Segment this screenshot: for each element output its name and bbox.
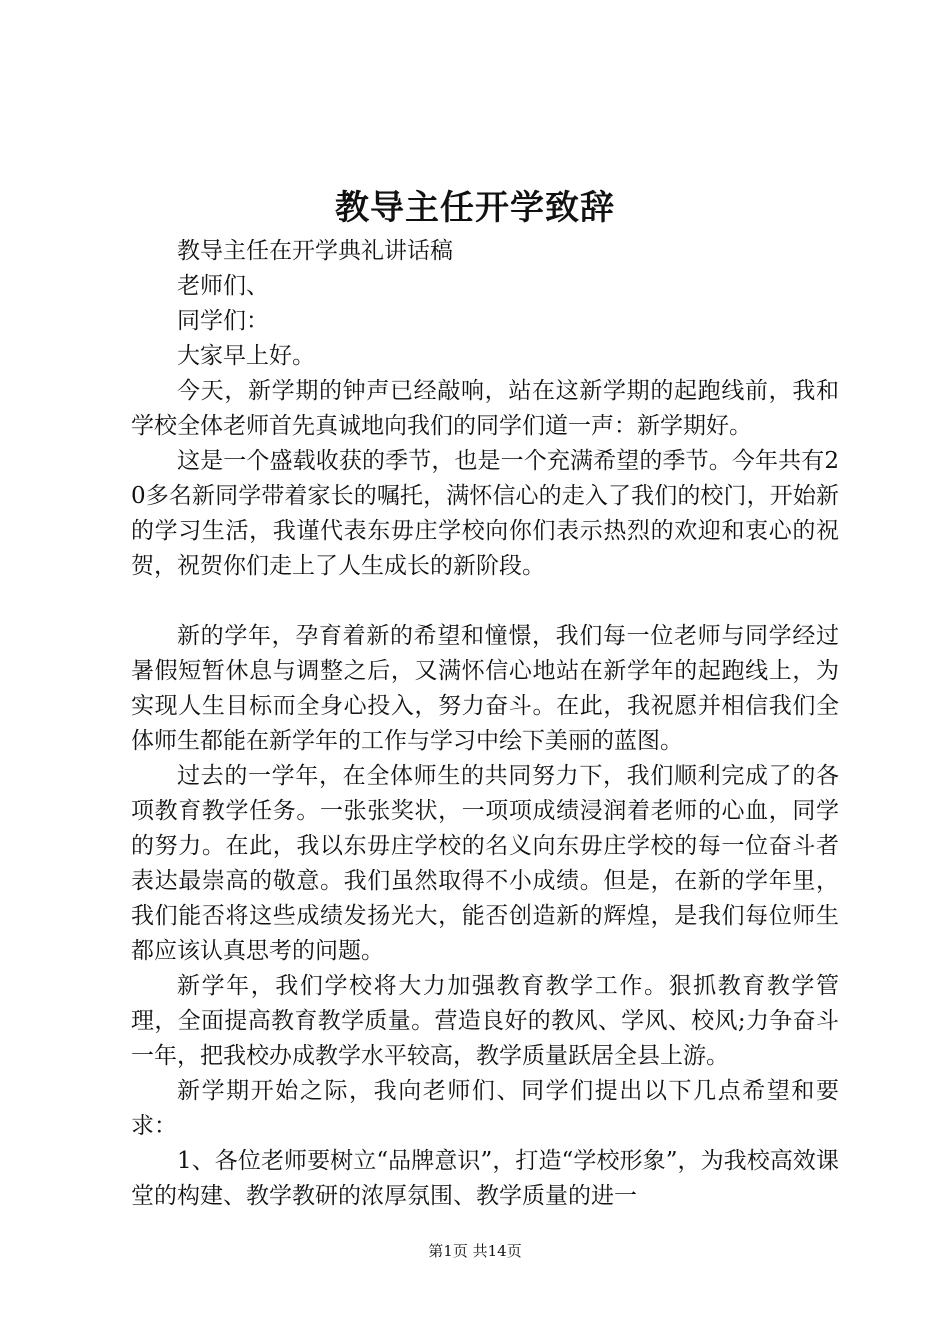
paragraph-body: 今天，新学期的钟声已经敲响，站在这新学期的起跑线前，我和学校全体老师首先真诚地向我们的同学们道一声：新学期好。 (131, 378, 839, 439)
document-body (131, 234, 839, 1214)
paragraph-body: 新学期开始之际，我向老师们、同学们提出以下几点希望和要求： (131, 1078, 839, 1139)
document-title: 教导主任开学致辞 (335, 188, 615, 228)
paragraph-list-item: 1、各位老师要树立“品牌意识”，打造“学校形象”，为我校高效课堂的构建、教学教研的浓厚氛围、教学质量的进一 (131, 1148, 839, 1209)
paragraph-salutation-students: 同学们： (177, 308, 269, 334)
page-number-footer: 第1页 共14页 (428, 1242, 522, 1260)
paragraph-salutation-teachers: 老师们、 (177, 273, 269, 299)
paragraph-greeting: 大家早上好。 (177, 343, 315, 369)
paragraph-body: 新学年，我们学校将大力加强教育教学工作。狠抓教育教学管理，全面提高教育教学质量。营造良好的教风、学风、校风;力争奋斗一年，把我校办成教学水平较高，教学质量跃居全县上游。 (131, 973, 839, 1069)
paragraph-heading: 教导主任在开学典礼讲话稿 (177, 238, 453, 264)
paragraph-body: 这是一个盛载收获的季节，也是一个充满希望的季节。今年共有20多名新同学带着家长的嘱托，满怀信心的走入了我们的校门，开始新的学习生活，我谨代表东毋庄学校向你们表示热烈的欢迎和衷心的祝贺，祝贺你们走上了人生成长的新阶段。 (131, 448, 839, 579)
paragraph-body: 新的学年，孕育着新的希望和憧憬，我们每一位老师与同学经过暑假短暂休息与调整之后，又满怀信心地站在新学年的起跑线上，为实现人生目标而全身心投入，努力奋斗。在此，我祝愿并相信我们全体师生都能在新学年的工作与学习中绘下美丽的蓝图。 (131, 623, 839, 754)
paragraph-body: 过去的一学年，在全体师生的共同努力下，我们顺利完成了的各项教育教学任务。一张张奖状，一项项成绩浸润着老师的心血，同学的努力。在此，我以东毋庄学校的名义向东毋庄学校的每一位奋斗者表达最崇高的敬意。我们虽然取得不小成绩。但是，在新的学年里，我们能否将这些成绩发扬光大，能否创造新的辉煌，是我们每位师生都应该认真思考的问题。 (131, 763, 839, 964)
